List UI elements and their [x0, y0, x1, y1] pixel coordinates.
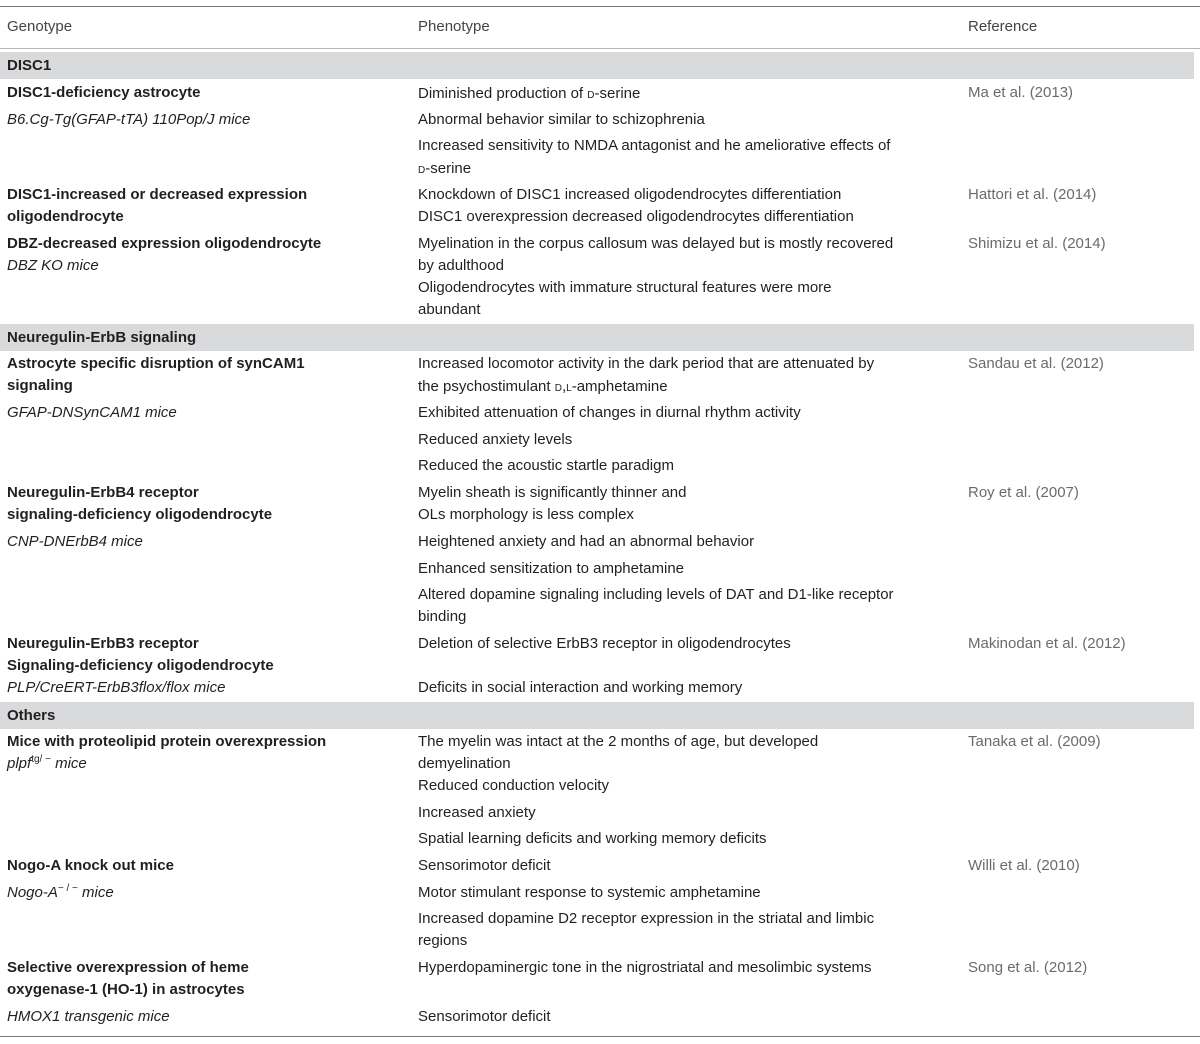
phenotype-item: Reduced anxiety levels — [418, 431, 573, 448]
phenotype-item: Enhanced sensitization to amphetamine — [418, 560, 685, 577]
reference-link[interactable]: Sandau et al. (2012) — [968, 355, 1104, 372]
phenotype-item: Myelination in the corpus callosum was delayed but is mostly recovered — [418, 235, 894, 252]
mouse-model: B6.Cg-Tg(GFAP-tTA) 110Pop/J mice — [7, 111, 251, 128]
phenotype-item: Spatial learning deficits and working memory deficits — [418, 830, 767, 847]
header-rule — [0, 48, 1200, 49]
mouse-model: PLP/CreERT-ErbB3flox/flox mice — [7, 679, 226, 696]
genotype-label: Mice with proteolipid protein overexpression — [7, 733, 327, 750]
mouse-model: HMOX1 transgenic mice — [7, 1008, 170, 1025]
mouse-model: GFAP-DNSynCAM1 mice — [7, 404, 177, 421]
reference-link[interactable]: Hattori et al. (2014) — [968, 186, 1097, 203]
phenotype-item: binding — [418, 608, 467, 625]
phenotype-item: Increased sensitivity to NMDA antagonist and he ameliorative effects of — [418, 137, 891, 154]
section-band-neuregulin — [0, 324, 1194, 351]
genotype-label: Nogo-A knock out mice — [7, 857, 174, 874]
genotype-label: DISC1-deficiency astrocyte — [7, 84, 201, 101]
genotype-label: Selective overexpression of heme — [7, 959, 249, 976]
genotype-label: DBZ-decreased expression oligodendrocyte — [7, 235, 322, 252]
genotype-label: signaling — [7, 377, 73, 394]
genotype-label: oxygenase-1 (HO-1) in astrocytes — [7, 981, 245, 998]
phenotype-item: Diminished production of d-serine — [418, 85, 641, 102]
header-reference: Reference — [968, 18, 1038, 35]
genotype-label: Signaling-deficiency oligodendrocyte — [7, 657, 274, 674]
mouse-model: DBZ KO mice — [7, 257, 99, 274]
table-top-rule — [0, 6, 1200, 7]
phenotype-item: the psychostimulant d,l-amphetamine — [418, 378, 668, 395]
genotype-label: oligodendrocyte — [7, 208, 124, 225]
reference-link[interactable]: Song et al. (2012) — [968, 959, 1088, 976]
reference-link[interactable]: Roy et al. (2007) — [968, 484, 1079, 501]
section-title: DISC1 — [7, 57, 52, 74]
phenotype-item: Heightened anxiety and had an abnormal behavior — [418, 533, 755, 550]
phenotype-item: Altered dopamine signaling including levels of DAT and D1-like receptor — [418, 586, 894, 603]
phenotype-item: Oligodendrocytes with immature structural features were more — [418, 279, 832, 296]
genotype-label: Neuregulin-ErbB3 receptor — [7, 635, 199, 652]
phenotype-item: Reduced conduction velocity — [418, 777, 609, 794]
section-title: Others — [7, 707, 56, 724]
section-title: Neuregulin-ErbB signaling — [7, 329, 197, 346]
phenotype-item: Motor stimulant response to systemic amphetamine — [418, 884, 761, 901]
header-genotype: Genotype — [7, 18, 73, 35]
phenotype-item: OLs morphology is less complex — [418, 506, 634, 523]
phenotype-item: Hyperdopaminergic tone in the nigrostriatal and mesolimbic systems — [418, 959, 872, 976]
phenotype-item: The myelin was intact at the 2 months of age, but developed — [418, 733, 819, 750]
phenotype-item: regions — [418, 932, 468, 949]
phenotype-item: d-serine — [418, 160, 472, 177]
phenotype-item: Knockdown of DISC1 increased oligodendrocytes differentiation — [418, 186, 842, 203]
phenotype-item: by adulthood — [418, 257, 504, 274]
phenotype-item: Myelin sheath is significantly thinner and — [418, 484, 687, 501]
genotype-label: Astrocyte specific disruption of synCAM1 — [7, 355, 305, 372]
reference-link[interactable]: Ma et al. (2013) — [968, 84, 1074, 101]
genotype-label: DISC1-increased or decreased expression — [7, 186, 308, 203]
phenotype-item: Deficits in social interaction and working memory — [418, 679, 743, 696]
phenotype-item: Increased anxiety — [418, 804, 536, 821]
section-band-others — [0, 702, 1194, 729]
reference-link[interactable]: Makinodan et al. (2012) — [968, 635, 1126, 652]
reference-link[interactable]: Tanaka et al. (2009) — [968, 733, 1101, 750]
phenotype-item: Deletion of selective ErbB3 receptor in oligodendrocytes — [418, 635, 791, 652]
mouse-model: CNP-DNErbB4 mice — [7, 533, 143, 550]
phenotype-item: demyelination — [418, 755, 511, 772]
phenotype-item: Exhibited attenuation of changes in diurnal rhythm activity — [418, 404, 801, 421]
section-band-disc1 — [0, 52, 1194, 79]
phenotype-item: Increased dopamine D2 receptor expression in the striatal and limbic — [418, 910, 875, 927]
phenotype-item: Increased locomotor activity in the dark period that are attenuated by — [418, 355, 875, 372]
phenotype-item: abundant — [418, 301, 481, 318]
reference-link[interactable]: Shimizu et al. (2014) — [968, 235, 1106, 252]
genotype-label: signaling-deficiency oligodendrocyte — [7, 506, 273, 523]
phenotype-item: Sensorimotor deficit — [418, 857, 551, 874]
header-phenotype: Phenotype — [418, 18, 490, 35]
mouse-model: Nogo-A− / − mice — [7, 883, 114, 901]
phenotype-item: Reduced the acoustic startle paradigm — [418, 457, 674, 474]
reference-link[interactable]: Willi et al. (2010) — [968, 857, 1080, 874]
phenotype-item: Sensorimotor deficit — [418, 1008, 551, 1025]
mouse-model: plpf$^{tg/ -}$ mice — [7, 754, 87, 772]
genotype-label: Neuregulin-ErbB4 receptor — [7, 484, 199, 501]
phenotype-item: Abnormal behavior similar to schizophrenia — [418, 111, 705, 128]
table-bottom-rule — [0, 1036, 1200, 1037]
phenotype-item: DISC1 overexpression decreased oligodendrocytes differentiation — [418, 208, 854, 225]
